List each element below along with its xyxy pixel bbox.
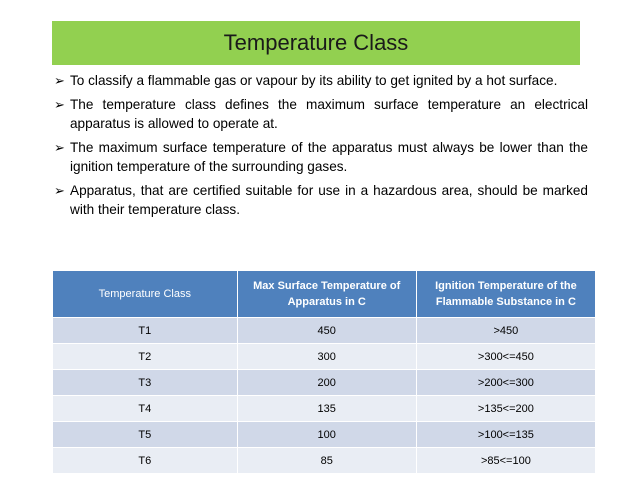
- cell-class: T5: [53, 422, 238, 448]
- arrow-bullet-icon: ➢: [54, 183, 65, 198]
- table-row: [53, 448, 596, 474]
- table-row: [53, 318, 596, 344]
- cell-max-temp: 300: [237, 344, 416, 370]
- cell-ignition-temp: >135<=200: [416, 396, 595, 422]
- bullet-item: [52, 95, 588, 133]
- bullet-text: To classify a flammable gas or vapour by its ability to get ignited by a hot surface.: [70, 73, 558, 88]
- table-row: [53, 370, 596, 396]
- table-row: [53, 422, 596, 448]
- cell-class: T6: [53, 448, 238, 474]
- bullet-text: The maximum surface temperature of the apparatus must always be lower than the ignition temperature of the surrounding gases.: [70, 140, 588, 174]
- cell-ignition-temp: >100<=135: [416, 422, 595, 448]
- header-temperature-class: Temperature Class: [53, 271, 238, 318]
- cell-class: T2: [53, 344, 238, 370]
- header-ignition-temp: Ignition Temperature of the Flammable Substance in C: [416, 271, 595, 318]
- bullet-item: [52, 181, 588, 219]
- cell-max-temp: 200: [237, 370, 416, 396]
- cell-class: T1: [53, 318, 238, 344]
- bullet-text: The temperature class defines the maximum surface temperature an electrical apparatus is allowed to operate at.: [70, 97, 588, 131]
- cell-max-temp: 85: [237, 448, 416, 474]
- cell-max-temp: 135: [237, 396, 416, 422]
- cell-max-temp: 450: [237, 318, 416, 344]
- bullet-list: [52, 71, 588, 224]
- cell-max-temp: 100: [237, 422, 416, 448]
- table-row: [53, 396, 596, 422]
- arrow-bullet-icon: ➢: [54, 140, 65, 155]
- cell-class: T3: [53, 370, 238, 396]
- slide-title: Temperature Class: [223, 30, 409, 55]
- arrow-bullet-icon: ➢: [54, 97, 65, 112]
- table-row: [53, 344, 596, 370]
- header-max-surface-temp: Max Surface Temperature of Apparatus in C: [237, 271, 416, 318]
- cell-ignition-temp: >300<=450: [416, 344, 595, 370]
- table-header-row: [53, 271, 596, 318]
- cell-ignition-temp: >200<=300: [416, 370, 595, 396]
- cell-class: T4: [53, 396, 238, 422]
- bullet-item: [52, 138, 588, 176]
- cell-ignition-temp: >450: [416, 318, 595, 344]
- bullet-text: Apparatus, that are certified suitable for use in a hazardous area, should be marked with their temperature class.: [70, 183, 588, 217]
- temperature-class-table: [52, 270, 596, 474]
- cell-ignition-temp: >85<=100: [416, 448, 595, 474]
- arrow-bullet-icon: ➢: [54, 73, 65, 88]
- bullet-item: [52, 71, 588, 90]
- slide-title-bar: [52, 21, 580, 65]
